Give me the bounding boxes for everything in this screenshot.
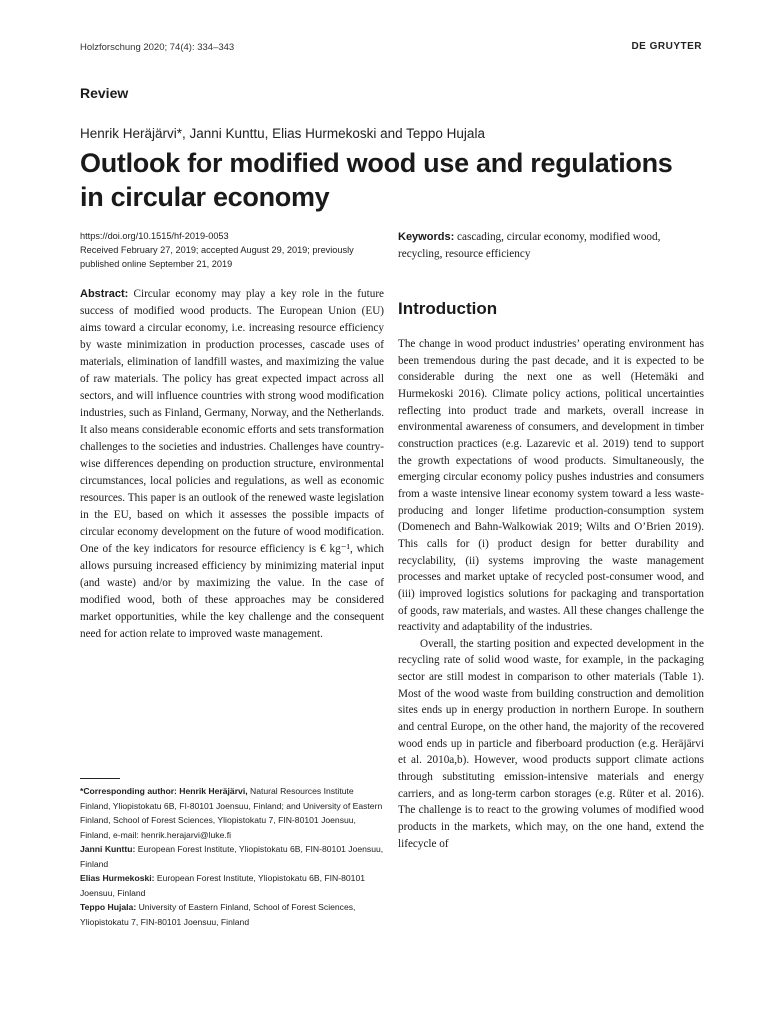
affiliation-text: University of Eastern Finland, School of Forest Sciences, Yliopistokatu 7, FIN-80101 Joensuu, Finland	[80, 902, 356, 927]
affiliation-entry	[80, 842, 384, 871]
keywords-label: Keywords:	[398, 231, 455, 243]
introduction-body	[398, 336, 704, 852]
affiliations-block	[80, 784, 384, 929]
affiliation-name: Teppo Hujala:	[80, 902, 137, 912]
affiliation-text: European Forest Institute, Yliopistokatu 6B, FIN-80101 Joensuu, Finland	[80, 844, 384, 869]
abstract-label: Abstract:	[80, 288, 129, 300]
author-list: Henrik Heräjärvi*, Janni Kunttu, Elias Hurmekoski and Teppo Hujala	[80, 126, 485, 141]
article-meta	[80, 229, 384, 271]
introduction-paragraph: Overall, the starting position and expected development in the recycling rate of solid wood waste, for example, in the packaging sector are still modest in comparison to other materials (Table 1). Most of the wood waste from building construction and demolition sites ends up in energy production in northern Europe. In southern and central Europe, on the other hand, the majority of the recovered wood ends up in particle and fiberboard production (e.g. Heräjärvi et al. 2010a,b). However, wood products support climate actions through substituting emission-intensive materials and energy carriers, and as long-term carbon storages (e.g. Rüter et al. 2016). The challenge is to react to the growing volumes of modified wood products in the markets, which may, on the one hand, extend the lifecycle of	[398, 637, 704, 850]
journal-citation: Holzforschung 2020; 74(4): 334–343	[80, 42, 235, 53]
affiliation-name: Elias Hurmekoski:	[80, 873, 155, 883]
affiliation-entry	[80, 784, 384, 842]
publication-dates: Received February 27, 2019; accepted August 29, 2019; previously published online September 21, 2019	[80, 245, 354, 269]
affiliation-name: *Corresponding author: Henrik Heräjärvi,	[80, 786, 248, 796]
introduction-heading: Introduction	[398, 299, 498, 318]
doi-link[interactable]: https://doi.org/10.1515/hf-2019-0053	[80, 231, 229, 241]
affiliation-entry	[80, 900, 384, 929]
publisher-name: DE GRUYTER	[631, 41, 702, 52]
keywords-block	[398, 229, 704, 263]
footnote-divider	[80, 778, 120, 779]
section-label: Review	[80, 85, 129, 101]
keywords-text: cascading, circular economy, modified wood, recycling, resource efficiency	[398, 231, 661, 260]
abstract-text: Circular economy may play a key role in the future success of modified wood products. The European Union (EU) aims toward a circular economy, i.e. increasing resource efficiency by waste minimization in production processes, cascade uses of materials, elimination of landfill wastes, and maximizing the value of raw materials. The policy has great expected impact across all sectors, and will influence countries with strong wood modification industries, such as Finland, Germany, Norway, and the Netherlands. It also means considerable economic efforts and sets transformation challenges to the societies and industries. Challenges have country-wise differences depending on production structure, environmental circumstances, local policies and regulations, as well as economic resources. This paper is an outlook of the renewed waste legislation in the EU, based on which it assesses the possible impacts of circular economy development on the future of wood modification. One of the key indicators for resource efficiency is € kg⁻¹, which allows pursuing increased efficiency by minimizing material input (and waste) and/or by maximizing the value. In the case of modified wood, both of these approaches may be considered market opportunities, while the key challenge and the consequent need for action relate to improved waste management.	[80, 288, 385, 640]
abstract-block	[80, 286, 384, 643]
affiliation-name: Janni Kunttu:	[80, 844, 136, 854]
introduction-paragraph: The change in wood product industries’ operating environment has been tremendous during the past decade, and it is expected to be considerable during the next one as well (Hetemäki and Hurmekoski 2016). Climate policy actions, political uncertainties reflecting into product trade and markets, overall increase in environmental awareness of consumers, and development in timber construction practices (e.g. Lazarevic et al. 2019) tend to support the growth expectations of wood products. Simultaneously, the emerging circular economy policy pushes industries and consumers from a waste intensive linear economy system toward a less waste-producing and longer lifetime production-consumption system (Domenech and Bahn-Walkowiak 2019; Wilts and O’Brien 2019). This calls for (i) product design for better durability and recyclability, (ii) systems improving the waste management processes and market uptake of recycled post-consumer wood, and (iii) improved logistics solutions for packaging and transportation of goods, raw materials, and wastes. All these changes challenge the reactivity and adaptability of the industries.	[398, 338, 704, 634]
affiliation-text: European Forest Institute, Yliopistokatu 6B, FIN-80101 Joensuu, Finland	[80, 873, 366, 898]
affiliation-text: Natural Resources Institute Finland, Yliopistokatu 6B, FI-80101 Joensuu, Finland; and University of Eastern Finland, School of Forest Sciences, Yliopistokatu 7, FIN-80101 Joensuu, Finland, e-mail: henrik.herajarvi@luke.fi	[80, 786, 383, 840]
affiliation-entry	[80, 871, 384, 900]
article-title: Outlook for modified wood use and regulations in circular economy	[80, 148, 673, 212]
